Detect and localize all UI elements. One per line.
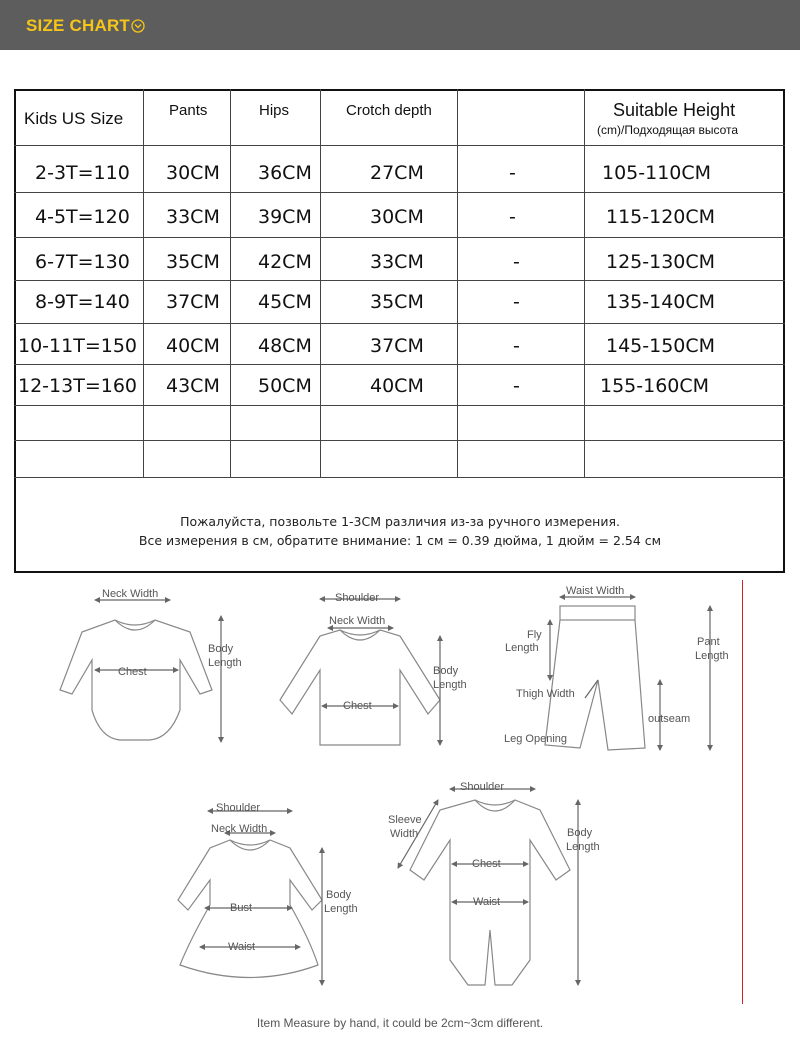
dress-waist-label: Waist xyxy=(228,941,256,953)
cell-blank: - xyxy=(509,206,516,228)
cell-size: 8-9T=140 xyxy=(35,291,130,313)
cell-blank: - xyxy=(513,335,520,357)
pants-waist-label: Waist Width xyxy=(566,585,625,597)
cell-hips: 36CM xyxy=(258,162,312,184)
table-rule xyxy=(14,477,785,478)
note-line-2: Все измерения в см, обратите внимание: 1 см = 0.39 дюйма, 1 дюйм = 2.54 см xyxy=(138,533,662,548)
cell-size: 12-13T=160 xyxy=(18,375,138,397)
cell-pants: 35CM xyxy=(166,251,220,273)
dress-neck-label: Neck Width xyxy=(211,823,268,835)
cell-size: 4-5T=120 xyxy=(35,206,130,228)
cell-size: 6-7T=130 xyxy=(35,251,130,273)
pants-outseam-label: outseam xyxy=(648,713,691,725)
cell-pants: 40CM xyxy=(166,335,220,357)
cell-pants: 33CM xyxy=(166,206,220,228)
romper-waist-label: Waist xyxy=(473,896,501,908)
cell-blank: - xyxy=(513,375,520,397)
pants-fly-label: Fly xyxy=(527,629,542,641)
pants-fly-length-label: Length xyxy=(505,642,539,654)
cell-height: 125-130CM xyxy=(606,251,716,273)
cell-blank: - xyxy=(513,291,520,313)
bodysuit-body-label: Body xyxy=(208,643,234,655)
romper-width-label: Width xyxy=(390,828,419,840)
cell-size: 2-3T=110 xyxy=(35,162,130,184)
table-rule xyxy=(457,89,458,477)
cell-height: 145-150CM xyxy=(606,335,716,357)
cell-height: 135-140CM xyxy=(606,291,716,313)
chevron-down-circle-icon xyxy=(131,19,145,33)
cell-hips: 45CM xyxy=(258,291,312,313)
romper-sleeve-label: Sleeve xyxy=(388,814,422,826)
romper-chest-label: Chest xyxy=(472,858,501,870)
pants-thigh-label: Thigh Width xyxy=(516,688,575,700)
cell-height: 155-160CM xyxy=(600,375,710,397)
header-bar xyxy=(0,0,800,50)
header-suitable-height: Suitable Height xyxy=(613,100,736,120)
cell-hips: 50CM xyxy=(258,375,312,397)
romper-body-label: Body xyxy=(567,827,593,839)
table-rule xyxy=(584,89,585,477)
table-rule xyxy=(14,440,785,441)
cell-crotch: 27CM xyxy=(370,162,424,184)
table-rule xyxy=(14,237,785,238)
cell-height: 105-110CM xyxy=(602,162,712,184)
cell-hips: 42CM xyxy=(258,251,312,273)
pants-leg-label: Leg Opening xyxy=(504,733,567,745)
cell-crotch: 30CM xyxy=(370,206,424,228)
pants-pant-label: Pant xyxy=(697,636,720,648)
cell-hips: 39CM xyxy=(258,206,312,228)
cell-height: 115-120CM xyxy=(606,206,716,228)
dress-body-label: Body xyxy=(326,889,352,901)
shirt-body-label: Body xyxy=(433,665,459,677)
table-rule xyxy=(320,89,321,477)
shirt-shoulder-label: Shoulder xyxy=(335,592,380,604)
header-suitable-height-sub: (cm)/Подходящая высота xyxy=(597,123,739,137)
cell-pants: 37CM xyxy=(166,291,220,313)
header-pants: Pants xyxy=(169,102,208,119)
header-kids-us-size: Kids US Size xyxy=(24,109,124,128)
table-rule xyxy=(230,89,231,477)
header-hips: Hips xyxy=(259,102,290,119)
table-rule xyxy=(14,192,785,193)
note-line-1: Пожалуйста, позвольте 1-3CM различия из-за ручного измерения. xyxy=(180,514,620,529)
footer-note: Item Measure by hand, it could be 2cm~3cm different. xyxy=(256,1016,544,1030)
pants-length-label: Length xyxy=(695,650,729,662)
table-rule xyxy=(14,405,785,406)
shirt-length-label: Length xyxy=(433,679,467,691)
romper-shoulder-label: Shoulder xyxy=(460,781,505,793)
table-rule xyxy=(14,323,785,324)
table-rule xyxy=(143,89,144,477)
cell-pants: 30CM xyxy=(166,162,220,184)
cell-pants: 43CM xyxy=(166,375,220,397)
table-rule xyxy=(14,364,785,365)
cell-hips: 48CM xyxy=(258,335,312,357)
divider-line xyxy=(742,580,743,1004)
shirt-neck-label: Neck Width xyxy=(329,615,386,627)
bodysuit-length-label: Length xyxy=(208,657,242,669)
cell-blank: - xyxy=(509,162,516,184)
dress-bust-label: Bust xyxy=(230,902,253,914)
romper-diagram xyxy=(398,789,578,985)
cell-crotch: 35CM xyxy=(370,291,424,313)
dress-shoulder-label: Shoulder xyxy=(216,802,261,814)
cell-size: 10-11T=150 xyxy=(18,335,138,357)
bodysuit-chest-label: Chest xyxy=(118,666,147,678)
cell-crotch: 33CM xyxy=(370,251,424,273)
cell-crotch: 40CM xyxy=(370,375,424,397)
cell-crotch: 37CM xyxy=(370,335,424,357)
romper-length-label: Length xyxy=(566,841,600,853)
table-rule xyxy=(14,280,785,281)
table-rule xyxy=(14,145,785,146)
pants-diagram xyxy=(545,597,710,750)
dress-diagram xyxy=(178,811,322,985)
shirt-chest-label: Chest xyxy=(343,700,372,712)
page-title: SIZE CHART xyxy=(26,16,130,35)
measurement-diagrams xyxy=(0,575,800,1015)
cell-blank: - xyxy=(513,251,520,273)
header-crotch-depth: Crotch depth xyxy=(346,102,432,119)
bodysuit-neck-label: Neck Width xyxy=(102,588,159,600)
dress-length-label: Length xyxy=(324,903,358,915)
